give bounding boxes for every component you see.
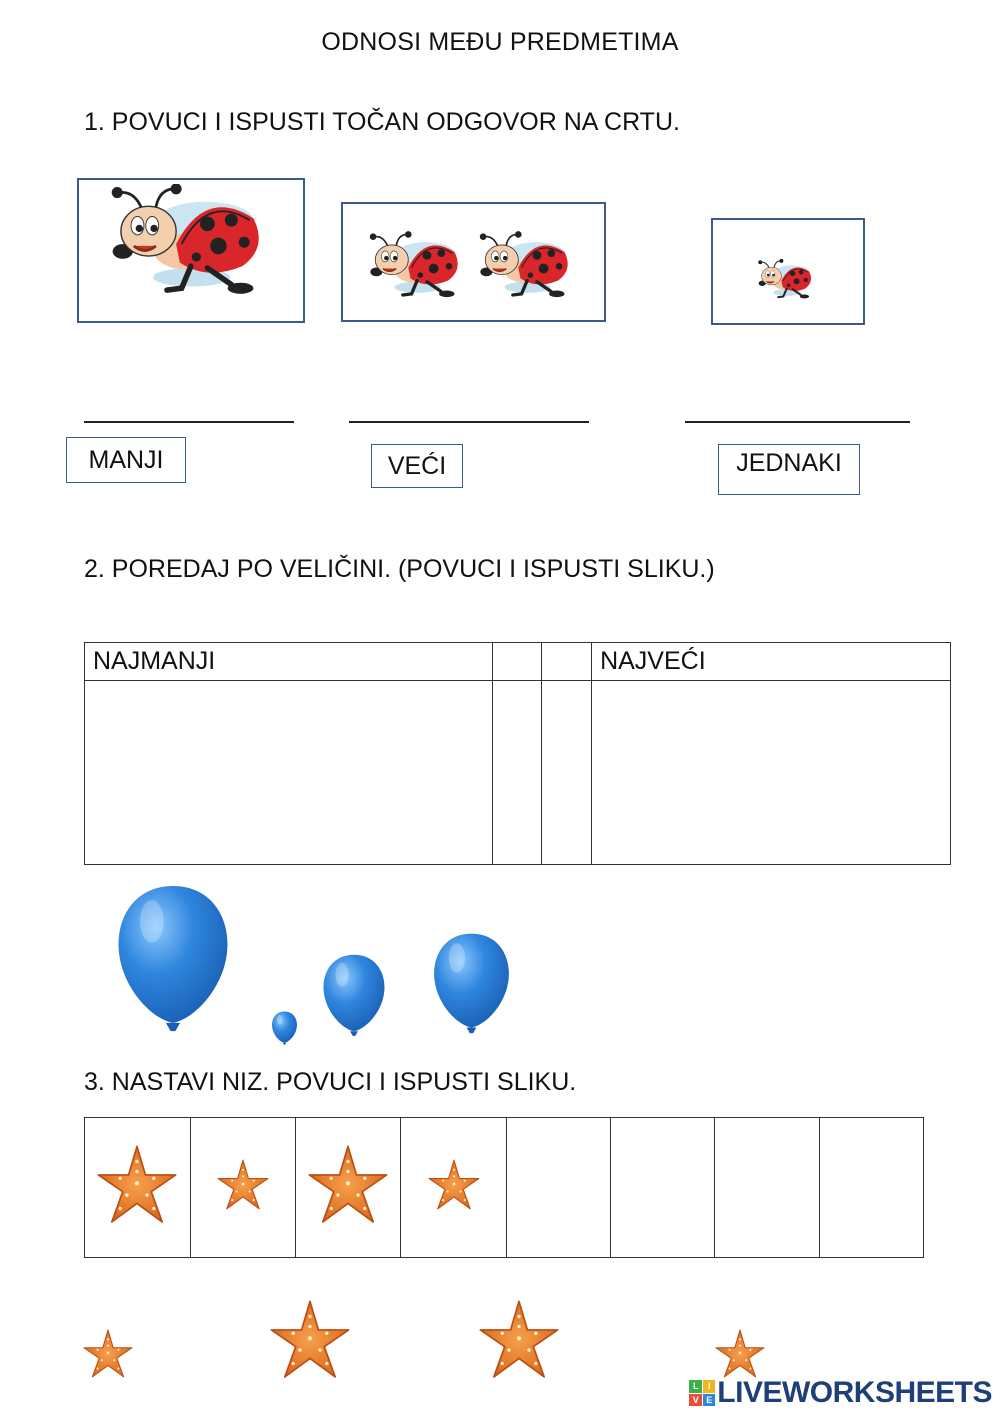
option-jednaki[interactable]: JEDNAKI [718, 444, 860, 495]
pattern-cell-3 [295, 1118, 401, 1258]
ladybug-pair-image-2 [471, 228, 581, 308]
draggable-starfish-small-1[interactable] [82, 1328, 134, 1380]
size-order-table [84, 642, 951, 865]
ladybug-pair-box [341, 202, 606, 322]
watermark-text: LIVEWORKSHEETS [717, 1376, 992, 1409]
pattern-drop-slot-5[interactable] [506, 1118, 610, 1258]
liveworksheets-logo [689, 1376, 992, 1410]
section1-heading: 1. POVUCI I ISPUSTI TOČAN ODGOVOR NA CRTU. [84, 108, 680, 136]
drop-slot-1[interactable] [85, 681, 493, 865]
pattern-cell-2 [190, 1118, 295, 1258]
starfish-large-icon [95, 1143, 179, 1227]
pattern-cell-1 [85, 1118, 191, 1258]
starfish-large-icon [306, 1143, 390, 1227]
ladybug-pair-image-1 [361, 228, 471, 308]
ladybug-small-box [711, 218, 865, 325]
answer-line-2[interactable] [349, 421, 589, 423]
page-title: ODNOSI MEĐU PREDMETIMA [321, 28, 679, 56]
starfish-small-icon [216, 1158, 270, 1212]
balloon-smallest[interactable] [271, 1010, 298, 1046]
header-3 [542, 643, 592, 681]
option-manji[interactable]: MANJI [66, 437, 186, 483]
draggable-starfish-large-2[interactable] [477, 1298, 561, 1382]
section2-heading: 2. POREDAJ PO VELIČINI. (POVUCI I ISPUSTI SLIKU.) [84, 555, 715, 583]
header-najveci: NAJVEĆI [592, 643, 951, 681]
header-najmanji: NAJMANJI [85, 643, 493, 681]
pattern-drop-slot-6[interactable] [610, 1118, 714, 1258]
pattern-table [84, 1117, 924, 1258]
balloon-largest[interactable] [114, 880, 232, 1036]
draggable-starfish-small-2[interactable] [714, 1328, 766, 1380]
ladybug-small-image [753, 258, 819, 304]
starfish-small-icon [427, 1158, 481, 1212]
pattern-cell-4 [401, 1118, 506, 1258]
pattern-drop-slot-8[interactable] [819, 1118, 923, 1258]
answer-line-3[interactable] [685, 421, 910, 423]
balloon-medium[interactable] [321, 951, 387, 1039]
header-2 [492, 643, 542, 681]
ladybug-large-image [97, 184, 281, 306]
pattern-drop-slot-7[interactable] [715, 1118, 819, 1258]
balloon-large[interactable] [431, 928, 512, 1038]
option-veci[interactable]: VEĆI [371, 444, 463, 488]
draggable-starfish-large-1[interactable] [268, 1298, 352, 1382]
drop-slot-3[interactable] [542, 681, 592, 865]
drop-slot-4[interactable] [592, 681, 951, 865]
section3-heading: 3. NASTAVI NIZ. POVUCI I ISPUSTI SLIKU. [84, 1068, 577, 1096]
drop-slot-2[interactable] [492, 681, 542, 865]
ladybug-large-box [77, 178, 305, 323]
answer-line-1[interactable] [84, 421, 294, 423]
liveworksheets-icon: L I V E [689, 1380, 715, 1406]
